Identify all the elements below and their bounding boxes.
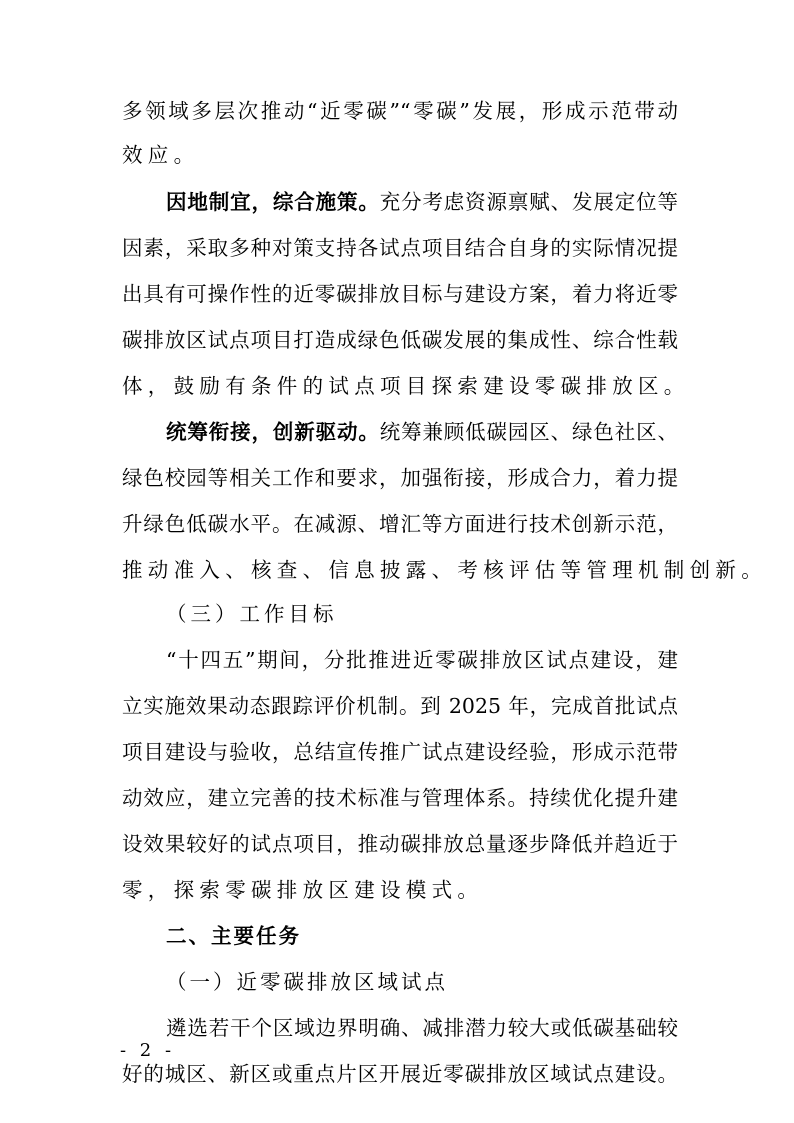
paragraph-line: 遴选若干个区域边界明确、减排潜力较大或低碳基础较 <box>166 1016 678 1040</box>
paragraph-line: 绿色校园等相关工作和要求，加强衔接，形成合力，着力提 <box>122 466 678 490</box>
subheading-near-zero-regions: （一）近零碳排放区域试点 <box>166 970 448 994</box>
paragraph-line: 因素，采取多种对策支持各试点项目结合自身的实际情况提 <box>122 236 678 260</box>
paragraph-line: 设效果较好的试点项目，推动碳排放总量逐步降低并趋近于 <box>122 832 678 856</box>
paragraph-text: 统筹兼顾低碳园区、绿色社区、 <box>379 420 679 444</box>
paragraph-line-with-lead <box>122 417 678 447</box>
bold-lead: 统筹衔接，创新驱动。 <box>166 420 380 444</box>
paragraph-line: 零，探索零碳排放区建设模式。 <box>122 878 484 902</box>
paragraph-line-with-lead <box>122 187 678 217</box>
paragraph-line: “十四五”期间，分批推进近零碳排放区试点建设，建 <box>166 648 678 672</box>
bold-lead: 因地制宜，综合施策。 <box>166 190 380 214</box>
paragraph-line: 项目建设与验收，总结宣传推广试点建设经验，形成示范带 <box>122 740 678 764</box>
paragraph-line: 体，鼓励有条件的试点项目探索建设零碳排放区。 <box>122 374 690 398</box>
paragraph-line: 效应。 <box>122 143 200 167</box>
paragraph-line: 碳排放区试点项目打造成绿色低碳发展的集成性、综合性载 <box>122 328 678 352</box>
paragraph-line: 好的城区、新区或重点片区开展近零碳排放区域试点建设。 <box>122 1062 678 1086</box>
paragraph-text: 充分考虑资源禀赋、发展定位等 <box>379 190 679 214</box>
paragraph-line: 推动准入、核查、信息披露、考核评估等管理机制创新。 <box>122 558 767 582</box>
section-heading-main-tasks: 二、主要任务 <box>166 924 301 948</box>
paragraph-line: 升绿色低碳水平。在减源、增汇等方面进行技术创新示范， <box>122 512 678 536</box>
paragraph-line: 动效应，建立完善的技术标准与管理体系。持续优化提升建 <box>122 786 678 810</box>
subheading-work-goals: （三）工作目标 <box>166 602 338 626</box>
paragraph-line: 出具有可操作性的近零碳排放目标与建设方案，着力将近零 <box>122 282 678 306</box>
page-number: - 2 - <box>120 1040 176 1061</box>
paragraph-line: 多领域多层次推动“近零碳”“零碳”发展，形成示范带动 <box>122 99 678 123</box>
paragraph-line: 立实施效果动态跟踪评价机制。到 2025 年，完成首批试点 <box>122 694 678 718</box>
